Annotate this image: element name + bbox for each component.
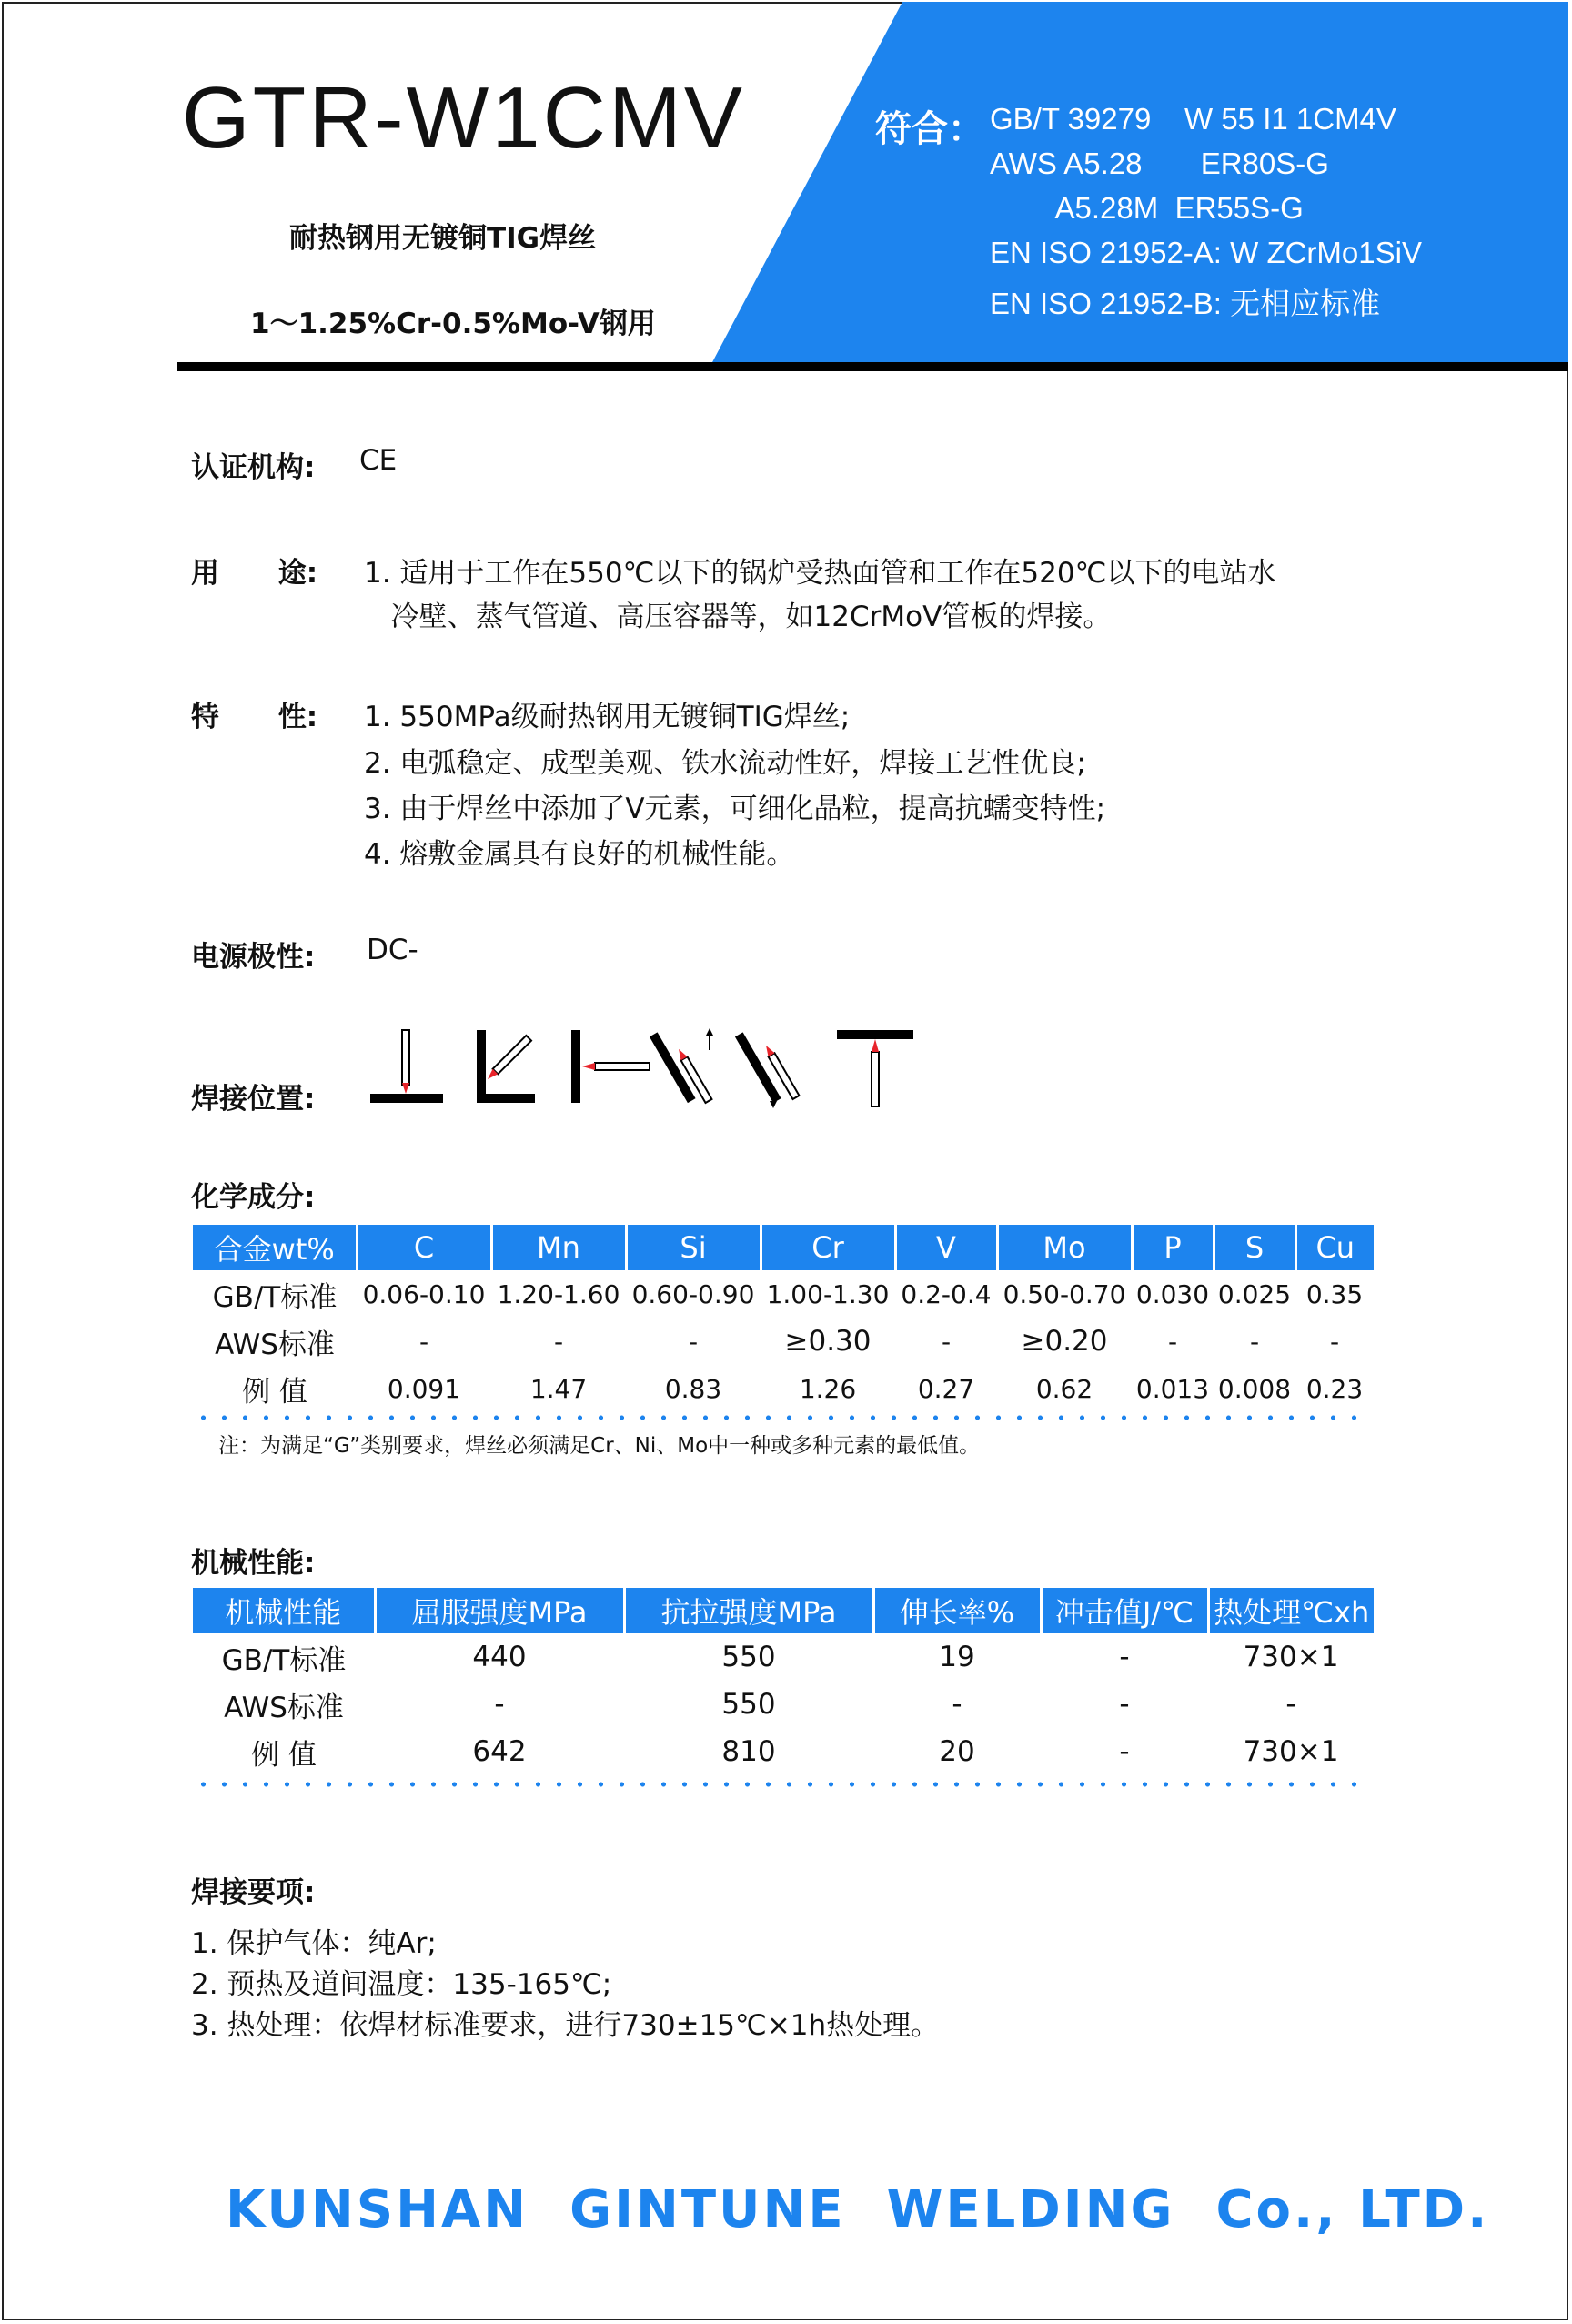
table-cell: 0.62: [1035, 1373, 1093, 1404]
welding-position-label: 焊接位置:: [191, 1083, 316, 1116]
row-label: 例 值: [242, 1375, 307, 1409]
column-header: Cu: [1295, 1225, 1374, 1270]
row-label: AWS标准: [215, 1328, 335, 1361]
usage-label: 用 途:: [191, 557, 318, 590]
table-cell: 1.00-1.30: [766, 1278, 890, 1309]
column-header: 抗拉强度MPa: [624, 1588, 873, 1633]
table-cell: -: [1285, 1688, 1296, 1721]
standard-line: AWS A5.28 ER80S-G: [990, 147, 1329, 180]
table-cell: 440: [472, 1641, 527, 1673]
standard-line: EN ISO 21952-A: W ZCrMo1SiV: [990, 236, 1422, 269]
table-cell: ≥0.20: [1021, 1325, 1108, 1358]
company-name: KUNSHAN GINTUNE WELDING Co., LTD.: [226, 2180, 1490, 2239]
table-cell: 730×1: [1243, 1641, 1339, 1673]
table-row: [193, 1318, 1374, 1365]
mechanical-properties-table: [193, 1588, 1374, 1775]
column-header: 屈服强度MPa: [375, 1588, 624, 1633]
column-header: Mn: [491, 1225, 626, 1270]
table-cell: -: [952, 1688, 962, 1721]
column-header: 伸长率%: [873, 1588, 1041, 1633]
table-cell: -: [1119, 1735, 1130, 1768]
product-application: 1～1.25%Cr-0.5%Mo-V钢用: [250, 308, 656, 340]
vertical-up-icon: [650, 1028, 713, 1103]
table-header-row: [193, 1588, 1374, 1633]
standard-line: A5.28M ER55S-G: [990, 191, 1304, 225]
table-cell: 0.025: [1217, 1278, 1292, 1309]
mechanical-section-title: 机械性能:: [191, 1547, 316, 1580]
table-cell: 1.26: [799, 1373, 857, 1404]
header-rule: [177, 362, 1568, 371]
features-label: 特 性:: [191, 701, 318, 733]
table-row: [193, 1633, 1374, 1681]
table-cell: 0.83: [664, 1373, 722, 1404]
welding-position-icons: [366, 1028, 921, 1110]
table-cell: -: [418, 1326, 429, 1357]
usage-line: 1. 适用于工作在550℃以下的锅炉受热面管和工作在520℃以下的电站水: [364, 557, 1276, 590]
table-cell: 810: [721, 1735, 776, 1768]
table-cell: 642: [472, 1735, 527, 1768]
polarity-label: 电源极性:: [191, 941, 316, 974]
feature-line: 1. 550MPa级耐热钢用无镀铜TIG焊丝;: [364, 701, 851, 733]
table-cell: -: [688, 1326, 699, 1357]
table-cell: 0.008: [1217, 1373, 1292, 1404]
horizontal-fillet-icon: [477, 1030, 535, 1103]
table-row: [193, 1270, 1374, 1318]
column-header: Mo: [997, 1225, 1132, 1270]
table-cell: 0.27: [917, 1373, 975, 1404]
column-header: S: [1214, 1225, 1295, 1270]
table-cell: 0.013: [1135, 1373, 1210, 1404]
table-cell: -: [1119, 1641, 1130, 1673]
table-cell: 0.60-0.90: [631, 1278, 755, 1309]
dotted-divider: [193, 1415, 1366, 1420]
horizontal-position-icon: [571, 1030, 650, 1103]
row-label: 例 值: [251, 1738, 317, 1772]
standard-line: EN ISO 21952-B: 无相应标准: [990, 287, 1381, 320]
table-cell: 0.35: [1305, 1278, 1364, 1309]
feature-line: 4. 熔敷金属具有良好的机械性能。: [364, 838, 795, 871]
welding-note-line: 3. 热处理：依焊材标准要求，进行730±15℃×1h热处理。: [191, 2009, 940, 2042]
conformity-label: 符合：: [875, 108, 984, 150]
row-label: GB/T标准: [212, 1280, 338, 1314]
column-header: 热处理℃xh: [1208, 1588, 1374, 1633]
table-cell: 0.2-0.4: [901, 1278, 992, 1309]
table-cell: -: [1119, 1688, 1130, 1721]
product-subtitle: 耐热钢用无镀铜TIG焊丝: [289, 222, 597, 255]
table-cell: -: [1329, 1326, 1340, 1357]
table-row: [193, 1728, 1374, 1775]
table-cell: 0.50-0.70: [1003, 1278, 1126, 1309]
table-cell: 1.47: [529, 1373, 588, 1404]
table-cell: -: [553, 1326, 564, 1357]
certification-value: CE: [359, 444, 398, 477]
table-cell: 0.06-0.10: [362, 1278, 486, 1309]
welding-note-line: 2. 预热及道间温度：135-165℃;: [191, 1968, 612, 2001]
chemical-section-title: 化学成分:: [191, 1181, 316, 1214]
certification-label: 认证机构:: [191, 451, 316, 484]
vertical-down-icon: [735, 1032, 800, 1108]
table-cell: -: [1249, 1326, 1260, 1357]
column-header: V: [895, 1225, 997, 1270]
polarity-value: DC-: [367, 934, 418, 966]
table-cell: 550: [721, 1641, 776, 1673]
column-header: 合金wt%: [193, 1225, 357, 1270]
product-title: GTR-W1CMV: [182, 69, 745, 167]
table-cell: ≥0.30: [784, 1325, 872, 1358]
standard-line: GB/T 39279 W 55 I1 1CM4V: [990, 102, 1396, 136]
table-cell: 730×1: [1243, 1735, 1339, 1768]
flat-position-icon: [370, 1030, 443, 1103]
overhead-position-icon: [837, 1030, 913, 1106]
welding-note-line: 1. 保护气体：纯Ar;: [191, 1927, 437, 1960]
table-cell: 0.030: [1135, 1278, 1210, 1309]
chemical-note: 注：为满足“G”类别要求，焊丝必须满足Cr、Ni、Mo中一种或多种元素的最低值。: [218, 1434, 981, 1458]
welding-notes-title: 焊接要项:: [191, 1876, 316, 1909]
table-cell: 550: [721, 1688, 776, 1721]
feature-line: 3. 由于焊丝中添加了V元素，可细化晶粒，提高抗蠕变特性;: [364, 793, 1106, 825]
usage-line: 冷壁、蒸气管道、高压容器等，如12CrMoV管板的焊接。: [364, 601, 1112, 633]
table-cell: -: [494, 1688, 505, 1721]
table-row: [193, 1365, 1374, 1412]
row-label: GB/T标准: [221, 1643, 347, 1677]
column-header: 冲击值J/℃: [1041, 1588, 1208, 1633]
table-cell: 1.20-1.60: [497, 1278, 620, 1309]
column-header: 机械性能: [193, 1588, 375, 1633]
column-header: Cr: [761, 1225, 895, 1270]
table-cell: 0.23: [1305, 1373, 1364, 1404]
table-cell: 19: [939, 1641, 975, 1673]
feature-line: 2. 电弧稳定、成型美观、铁水流动性好，焊接工艺性优良;: [364, 747, 1086, 780]
dotted-divider: [193, 1782, 1366, 1787]
table-cell: 20: [939, 1735, 975, 1768]
table-cell: 0.091: [387, 1373, 461, 1404]
chemical-composition-table: [193, 1225, 1374, 1412]
table-row: [193, 1681, 1374, 1728]
table-cell: -: [941, 1326, 952, 1357]
table-cell: -: [1167, 1326, 1178, 1357]
column-header: C: [357, 1225, 491, 1270]
column-header: Si: [626, 1225, 761, 1270]
row-label: AWS标准: [224, 1691, 344, 1724]
table-header-row: [193, 1225, 1374, 1270]
column-header: P: [1132, 1225, 1214, 1270]
